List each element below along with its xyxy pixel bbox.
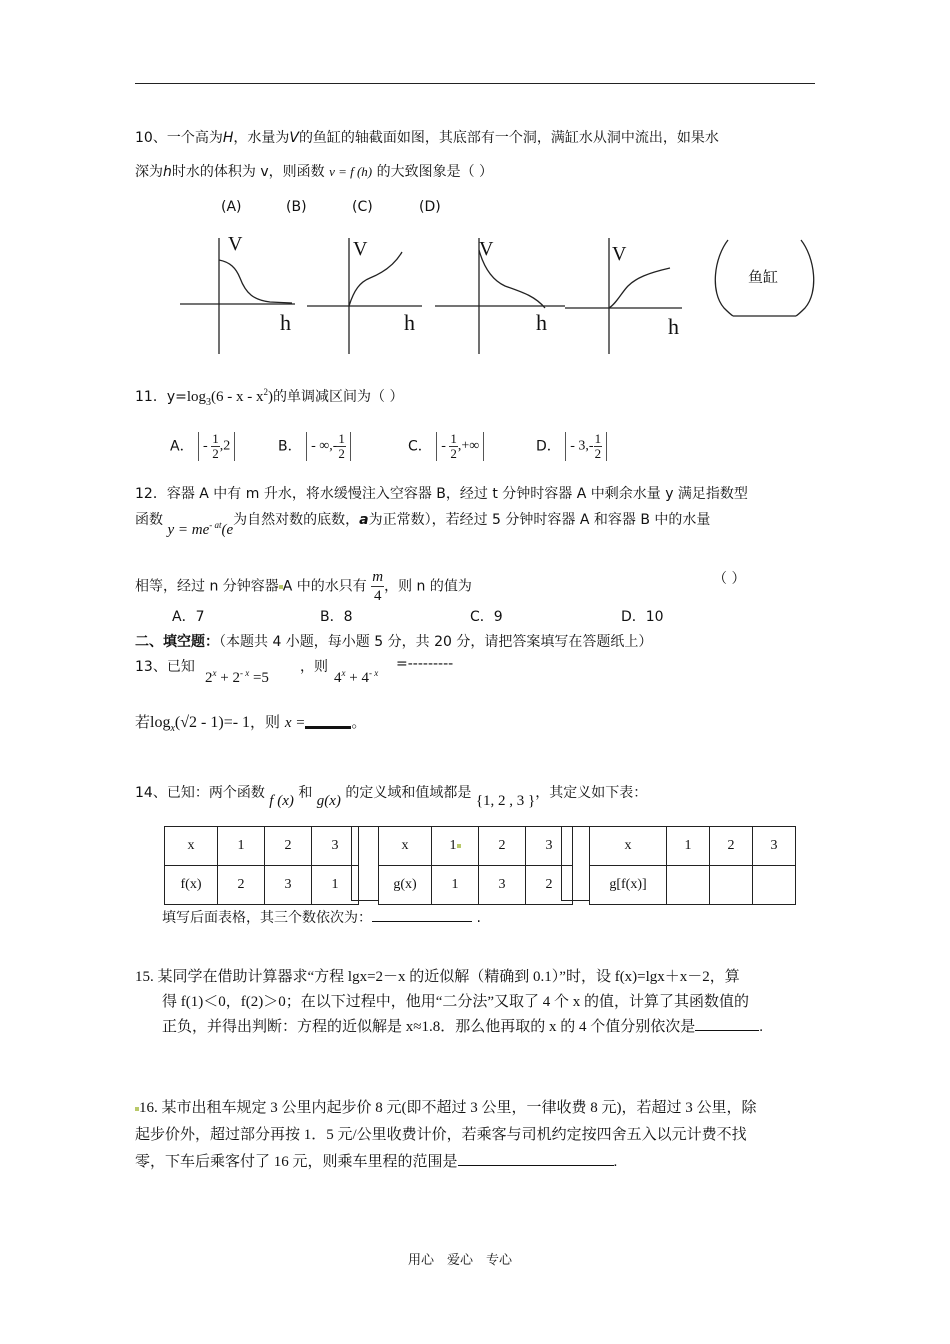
option-label-c: (C) — [352, 199, 373, 215]
table-gf-cell-3[interactable] — [753, 866, 796, 905]
graph-b-curve — [349, 252, 402, 306]
table-f-head-3: 3 — [312, 827, 359, 866]
table-f-head-x: x — [165, 827, 218, 866]
table-gf-head-2: 2 — [710, 827, 753, 866]
option-label-d: (D) — [419, 199, 441, 215]
q14-answer-blank[interactable] — [372, 907, 472, 922]
table-g-head-x: x — [379, 827, 432, 866]
graph-b-h-label: h — [404, 310, 415, 335]
q13-answer-blank[interactable] — [305, 716, 351, 729]
table-f-cell-3: 1 — [312, 866, 359, 905]
q13-line2: 若$\log_x(√2 - 1)=-$ 1，则 x = 。 — [135, 713, 367, 735]
q16-answer-blank[interactable] — [458, 1151, 614, 1166]
table-gf-row-label: g[f(x)] — [590, 866, 667, 905]
table-gf-head-x: x — [590, 827, 667, 866]
table-gf-head-3: 3 — [753, 827, 796, 866]
q13-equation: $2^x + 2^{- x} =5$ — [205, 668, 269, 686]
option-label-a: (A) — [221, 199, 242, 215]
q12-line2: 函数 $y = me^{- at}(e$为自然对数的底数，a为正常数），若经过 5 分钟时容器 A 和容器 B 中的水量 — [135, 512, 711, 538]
q11-option-b: B． - ∞,- $\frac{1}{2}$ — [278, 432, 351, 461]
table-f-head-1: 1 — [218, 827, 265, 866]
graph-d-h-label: h — [668, 314, 679, 339]
tank-right-side — [796, 240, 814, 316]
q10-graphs — [170, 228, 830, 358]
q12-option-c: C．9 — [470, 609, 503, 625]
q13-expression: $4^x + 4^{- x}$ — [334, 668, 379, 686]
q12-option-a: A．7 — [172, 609, 205, 625]
q14-fill-line: 填写后面表格，其三个数依次为： . — [162, 907, 481, 927]
q11-stem: 11．$y=\log_3(6 - x - x^2)$的单调减区间为（ ） — [135, 387, 404, 408]
q15-line3: 正负，并得出判断：方程的近似解是 x≈1.8．那么他再取的 x 的 4 个值分别依次是 . — [162, 1015, 763, 1036]
table-gf-cell-2[interactable] — [710, 866, 753, 905]
q11-option-c: C． - $\frac{1}{2}$ ,+∞ — [408, 432, 484, 461]
table-f-head-2: 2 — [265, 827, 312, 866]
table-gap-2 — [561, 826, 590, 901]
q16-line1: 16. 某市出租车规定 3 公里内起步价 8 元(即不超过 3 公里，一律收费 8 元)，若超过 3 公里，除 — [135, 1096, 757, 1117]
q16-line2: 起步价外，超过部分再按 1．5 元/公里收费计价，若乘客与司机约定按四舍五入以元计费不找 — [135, 1127, 747, 1143]
q15-line1: 15. 某同学在借助计算器求“方程 lgx=2－x 的近似解（精确到 0.1）”时，设 f(x)=lgx＋x－2，算 — [135, 969, 740, 985]
q15-answer-blank[interactable] — [695, 1016, 759, 1031]
table-f-cell-2: 3 — [265, 866, 312, 905]
q12-option-d: D．10 — [621, 609, 664, 625]
table-f — [164, 826, 359, 905]
q11-option-d: D． - 3,- $\frac{1}{2}$ — [536, 432, 607, 461]
table-g-cell-3: 2 — [526, 866, 573, 905]
q12-line3: 相等，经过 n 分钟容器 A 中的水只有 $\frac{m}{4}$ ，则 n 的值为 — [135, 569, 472, 604]
graph-a-v-label: V — [228, 233, 243, 255]
q10-line1: 10、一个高为H，水量为V的鱼缸的轴截面如图，其底部有一个洞，满缸水从洞中流出，如果水 — [135, 130, 719, 146]
table-gf-head-1: 1 — [667, 827, 710, 866]
table-f-cell-1: 2 — [218, 866, 265, 905]
q12-line1: 12．容器 A 中有 m 升水，将水缓慢注入空容器 B，经过 t 分钟时容器 A 中剩余水量 y 满足指数型 — [135, 486, 748, 502]
q16-line3: 零，下车后乘客付了 16 元，则乘车里程的范围是 . — [135, 1150, 617, 1171]
graph-a-h-label: h — [280, 310, 291, 335]
table-gap-1 — [351, 826, 379, 901]
graph-a-curve — [219, 260, 292, 303]
q15-line2: 得 f(1)＜0，f(2)＞0；在以下过程中，他用“二分法”又取了 4 个 x 的值，计算了其函数值的 — [162, 994, 750, 1010]
q14-line1: 14、已知：两个函数 f (x) 和 g(x) 的定义域和值域都是 {1, 2 , 3 }，其定义如下表： — [135, 785, 648, 809]
section2-heading: 二、填空题：（本题共 4 小题，每小题 5 分，共 20 分，请把答案填写在答题纸上） — [135, 634, 653, 650]
table-gf-cell-1[interactable] — [667, 866, 710, 905]
tank-left-side — [715, 240, 733, 316]
graph-c-v-label: V — [479, 238, 494, 260]
page-footer: 用心 爱心 专心 — [408, 1252, 513, 1267]
table-f-row-label: f(x) — [165, 866, 218, 905]
table-g-head-2: 2 — [479, 827, 526, 866]
q12-option-b: B．8 — [320, 609, 353, 625]
table-g-row-label: g(x) — [379, 866, 432, 905]
q13-label: 13、已知 — [135, 659, 195, 675]
q11-option-a: A． - $\frac{1}{2}$ ,2 — [170, 432, 235, 461]
table-gf — [589, 826, 796, 905]
q12-paren: （ ） — [713, 571, 746, 587]
q10-line2: 深为h时水的体积为 v，则函数 v = f (h) 的大致图象是（ ） — [135, 164, 494, 180]
table-g-head-3: 3 — [526, 827, 573, 866]
q13-answer-dashes: =--------- — [396, 656, 454, 672]
q13-then: ，则 — [300, 659, 328, 675]
graph-c-h-label: h — [536, 310, 547, 335]
tank-label: 鱼缸 — [748, 268, 779, 286]
graph-b-v-label: V — [353, 238, 368, 260]
graph-d-curve — [609, 268, 670, 308]
table-g — [378, 826, 573, 905]
table-g-cell-1: 1 — [432, 866, 479, 905]
option-label-b: (B) — [286, 199, 307, 215]
header-rule — [135, 83, 815, 84]
graph-d-v-label: V — [612, 243, 627, 265]
table-g-head-1: 1 — [432, 827, 479, 866]
table-g-cell-2: 3 — [479, 866, 526, 905]
